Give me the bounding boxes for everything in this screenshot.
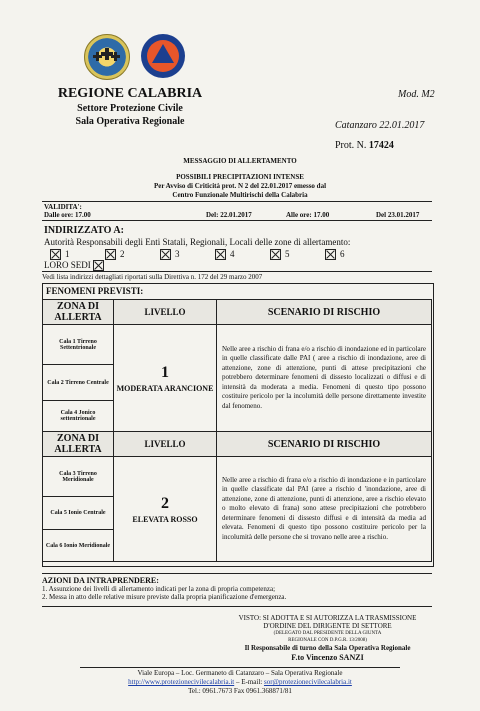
action-item: 2. Messa in atto delle relative misure previste dalla propria pianificazione d'emergenza. [42, 593, 287, 601]
zone-checkbox-3[interactable]: 3 [160, 249, 215, 260]
signature-line: (DELEGATO DAL PRESIDENTE DELLA GIUNTA [273, 631, 382, 636]
zone-checkboxes [50, 249, 380, 260]
level-number: 1 [161, 363, 169, 381]
col-zone-header: ZONA DI ALLERTA [43, 300, 114, 325]
phenomena-label: FENOMENI PREVISTI: [46, 286, 144, 296]
regione-calabria-logo [84, 34, 130, 80]
level-cell [114, 325, 217, 432]
zone-checkbox-4[interactable]: 4 [215, 249, 270, 260]
zone-cell: Cala 4 Jonico settentrionale [43, 401, 114, 432]
phenomena-table [42, 299, 432, 562]
phenomena-section [42, 283, 434, 567]
validity-to: Alle ore: 17.00 [286, 211, 330, 219]
level-cell [114, 457, 217, 562]
triangle-icon [141, 34, 185, 78]
zone-cell: Cala 3 Tirreno Meridionale [43, 457, 114, 497]
actions-label: AZIONI DA INTRAPRENDERE: [42, 576, 159, 585]
zone-checkbox-1[interactable]: 1 [50, 249, 105, 260]
signatory-name: F.to Vincenzo SANZI [291, 653, 364, 662]
protocol-number: 17424 [368, 140, 394, 151]
addressed-text: Autorità Responsabili degli Enti Statali, Regionali, Locali delle zone di allertamento: [44, 237, 351, 247]
signature-line: REGIONALE CON D.P.G.R. 13/2008) [288, 638, 367, 643]
footer [80, 667, 400, 696]
signature-block [220, 614, 435, 662]
loro-sedi-checkbox[interactable] [93, 260, 104, 271]
addressed-note: Vedi lista indirizzi dettagliati riportati sulla Direttiva n. 172 del 29 marzo 2007 [42, 271, 432, 281]
protocol [335, 140, 394, 151]
col-zone-header: ZONA DI ALLERTA [43, 432, 114, 457]
loro-sedi: LORO SEDI [44, 260, 108, 271]
level-number: 2 [161, 494, 169, 512]
validity-from-date: Del: 22.01.2017 [206, 211, 252, 219]
scenario-text: Nelle aree a rischio di frana e/o a rischio di inondazione e in particolare in quelle classificate dal PAI (aree a rischio d 'inondazione, aree di attenzione, zone di attenzione, punti di attenzione, aree a rischio elevato o molto elevato di frana) sono attese precipitazioni che potrebbero determinare fenomeni di dissesto diffusi e di intensità da media ad elevata. Fenomeni di questo tipo possono costituire pericolo per la incolumità delle persone che si trovano nelle aree a rischio. [217, 457, 432, 562]
addressed-label: INDIRIZZATO A: [44, 225, 124, 236]
level-text: ELEVATA ROSSO [132, 514, 198, 524]
dept-line-2: Sala Operativa Regionale [75, 116, 185, 127]
signature-line: VISTO: SI ADOTTA E SI AUTORIZZA LA TRASMISSIONE [238, 614, 417, 622]
footer-address: Viale Europa – Loc. Germaneto di Catanzaro – Sala Operativa Regionale [137, 669, 343, 677]
actions-section [42, 573, 432, 607]
zone-cell: Cala 6 Ionio Meridionale [43, 530, 114, 562]
cross-icon [85, 35, 129, 79]
message-issuer: Centro Funzionale Multirischi della Calabria [172, 191, 308, 199]
dept-line-1: Settore Protezione Civile [77, 103, 183, 114]
protocol-label: Prot. N. [335, 140, 367, 151]
validity-from: Dalle ore: 17.00 [44, 211, 91, 219]
validity-to-date: Del 23.01.2017 [376, 211, 420, 219]
signature-line: Il Responsabile di turno della Sala Operativa Regionale [244, 644, 411, 652]
zone-checkbox-5[interactable]: 5 [270, 249, 325, 260]
col-scenario-header: SCENARIO DI RISCHIO [217, 432, 432, 457]
validity-label: VALIDITA': [44, 203, 82, 211]
message-reference: Per Avviso di Criticità prot. N 2 del 22.01.2017 emesso dal [153, 182, 327, 190]
zone-cell: Cala 5 Ionio Centrale [43, 497, 114, 530]
zone-cell: Cala 2 Tirreno Centrale [43, 365, 114, 401]
validity-box [42, 201, 432, 221]
col-level-header: LIVELLO [114, 300, 217, 325]
email-label: – E-mail: [235, 678, 263, 686]
zone-checkbox-6[interactable]: 6 [325, 249, 380, 260]
col-scenario-header: SCENARIO DI RISCHIO [217, 300, 432, 325]
website-link[interactable]: http://www.protezionecivilecalabria.it [128, 678, 235, 686]
protezione-civile-logo [141, 34, 185, 78]
email-link[interactable]: sor@protezionecivilecalabria.it [263, 678, 352, 686]
org-name: REGIONE CALABRIA [57, 86, 203, 101]
module-code: Mod. M2 [398, 89, 435, 100]
scenario-text: Nelle aree a rischio di frana e/o a rischio di inondazione ed in particolare in quelle classificate dalle PAI ( aree a rischio di inondazione, aree di attenzione, zone di attenzione, punti di attese precipitazioni che potrebbero determinare fenomeni di dissesto localizzati o diffusi e di intensità da moderata a media. Fenomeni di questo tipo possono costituire pericolo per la incolumità delle persone direttamente investite dal fenomeno. [217, 325, 432, 432]
message-subtitle: POSSIBILI PRECIPITAZIONI INTENSE [176, 173, 304, 181]
zone-checkbox-2[interactable]: 2 [105, 249, 160, 260]
zone-cell: Cala 1 Tirreno Settentrionale [43, 325, 114, 365]
signature-line: D'ORDINE DEL DIRIGENTE DI SETTORE [263, 622, 392, 630]
col-level-header: LIVELLO [114, 432, 217, 457]
level-text: MODERATA ARANCIONE [116, 383, 214, 393]
message-title: MESSAGGIO DI ALLERTAMENTO [183, 157, 297, 165]
action-item: 1. Assunzione dei livelli di allertamento indicati per la zona di propria competenza; [42, 585, 276, 593]
place-date: Catanzaro 22.01.2017 [335, 120, 425, 131]
footer-phone: Tel.: 0961.7673 Fax 0961.368871/81 [188, 687, 292, 695]
